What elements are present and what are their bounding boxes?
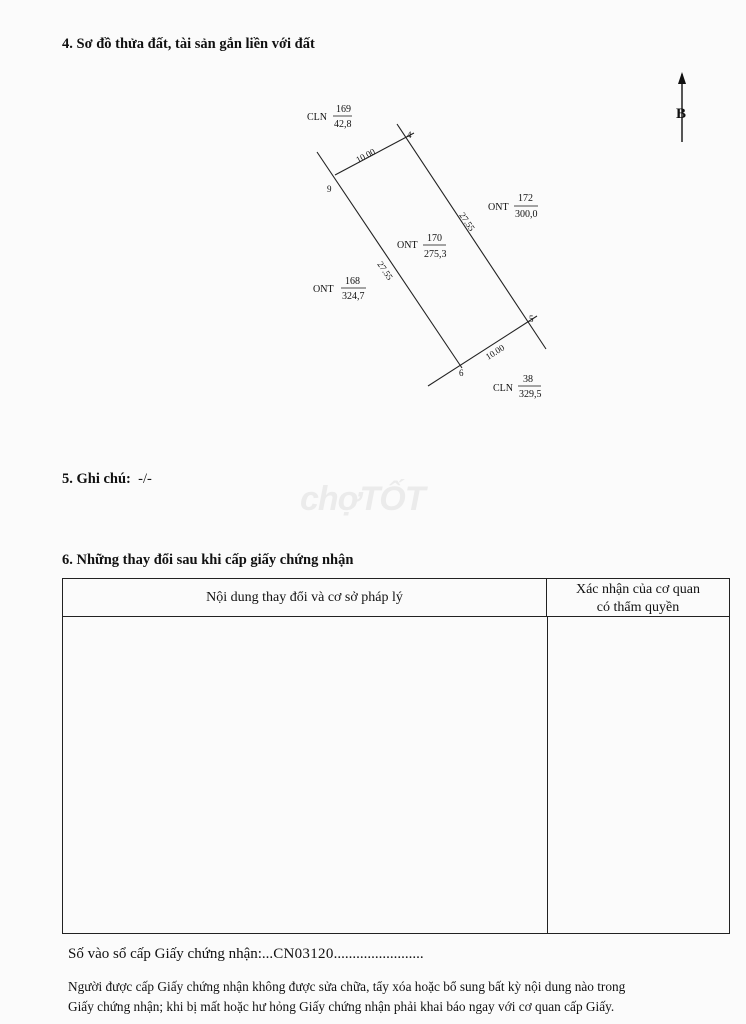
edge-length-right: 27.55 xyxy=(457,210,477,233)
svg-text:CLN: CLN xyxy=(493,383,513,394)
parcel-label-top-left xyxy=(307,104,352,130)
parcel-label-left xyxy=(313,276,366,302)
svg-text:329,5: 329,5 xyxy=(519,389,542,400)
svg-text:300,0: 300,0 xyxy=(515,209,538,220)
registry-trailing: ........................ xyxy=(333,946,424,962)
parcel-label-right xyxy=(488,193,538,220)
table-header-content: Nội dung thay đổi và cơ sở pháp lý xyxy=(63,579,547,617)
table-header-confirmation-line2: có thẩm quyền xyxy=(596,600,680,615)
table-header-confirmation xyxy=(547,579,729,617)
north-label: B xyxy=(676,106,687,122)
section-4-heading: 4. Sơ đồ thửa đất, tài sản gắn liền với đất xyxy=(62,36,315,52)
svg-text:275,3: 275,3 xyxy=(424,249,447,260)
edge-length-bottom: 10.00 xyxy=(483,342,507,362)
land-plot-diagram xyxy=(0,0,746,420)
registry-line xyxy=(68,946,424,963)
section-5-value: -/- xyxy=(138,471,152,487)
edge-length-top: 10.00 xyxy=(354,146,377,165)
vertex-9: 9 xyxy=(327,184,332,194)
vertex-5: 5 xyxy=(529,314,534,324)
vertex-6: 6 xyxy=(459,368,464,378)
table-cell-content xyxy=(63,617,547,933)
parcel-label-bottom xyxy=(493,374,542,400)
section-5-title: 5. Ghi chú: xyxy=(62,471,131,487)
svg-text:324,7: 324,7 xyxy=(342,291,365,302)
table-cell-confirmation xyxy=(548,617,729,933)
svg-text:170: 170 xyxy=(427,233,442,244)
boundary-line-left xyxy=(317,152,462,368)
notice-text xyxy=(68,977,728,1017)
registry-label: Số vào sổ cấp Giấy chứng nhận:... xyxy=(68,946,274,962)
svg-text:ONT: ONT xyxy=(397,240,418,251)
svg-text:168: 168 xyxy=(345,276,360,287)
svg-text:ONT: ONT xyxy=(313,284,334,295)
vertex-4: 4 xyxy=(407,130,412,140)
svg-text:172: 172 xyxy=(518,193,533,204)
svg-text:42,8: 42,8 xyxy=(334,119,352,130)
changes-table xyxy=(62,578,730,934)
table-header-confirmation-line1: Xác nhận của cơ quan xyxy=(575,582,700,597)
svg-text:ONT: ONT xyxy=(488,202,509,213)
svg-text:169: 169 xyxy=(336,104,351,115)
notice-line-2: Giấy chứng nhận; khi bị mất hoặc hư hỏng Giấy chứng nhận phải khai báo ngay với cơ quan cấp Giấy. xyxy=(68,999,615,1014)
notice-line-1: Người được cấp Giấy chứng nhận không được sửa chữa, tẩy xóa hoặc bổ sung bất kỳ nội dung nào trong xyxy=(68,979,626,994)
section-5-heading xyxy=(62,471,152,488)
section-6-heading: 6. Những thay đổi sau khi cấp giấy chứng nhận xyxy=(62,552,354,568)
svg-text:CLN: CLN xyxy=(307,112,327,123)
watermark-logo: chợTỐT xyxy=(300,480,425,518)
boundary-line-right xyxy=(397,124,546,349)
registry-number: CN03120 xyxy=(273,946,334,962)
svg-text:38: 38 xyxy=(523,374,533,385)
parcel-label-main xyxy=(397,233,447,260)
boundary-line-bottom xyxy=(428,316,537,386)
edge-length-left: 27.55 xyxy=(375,259,395,282)
